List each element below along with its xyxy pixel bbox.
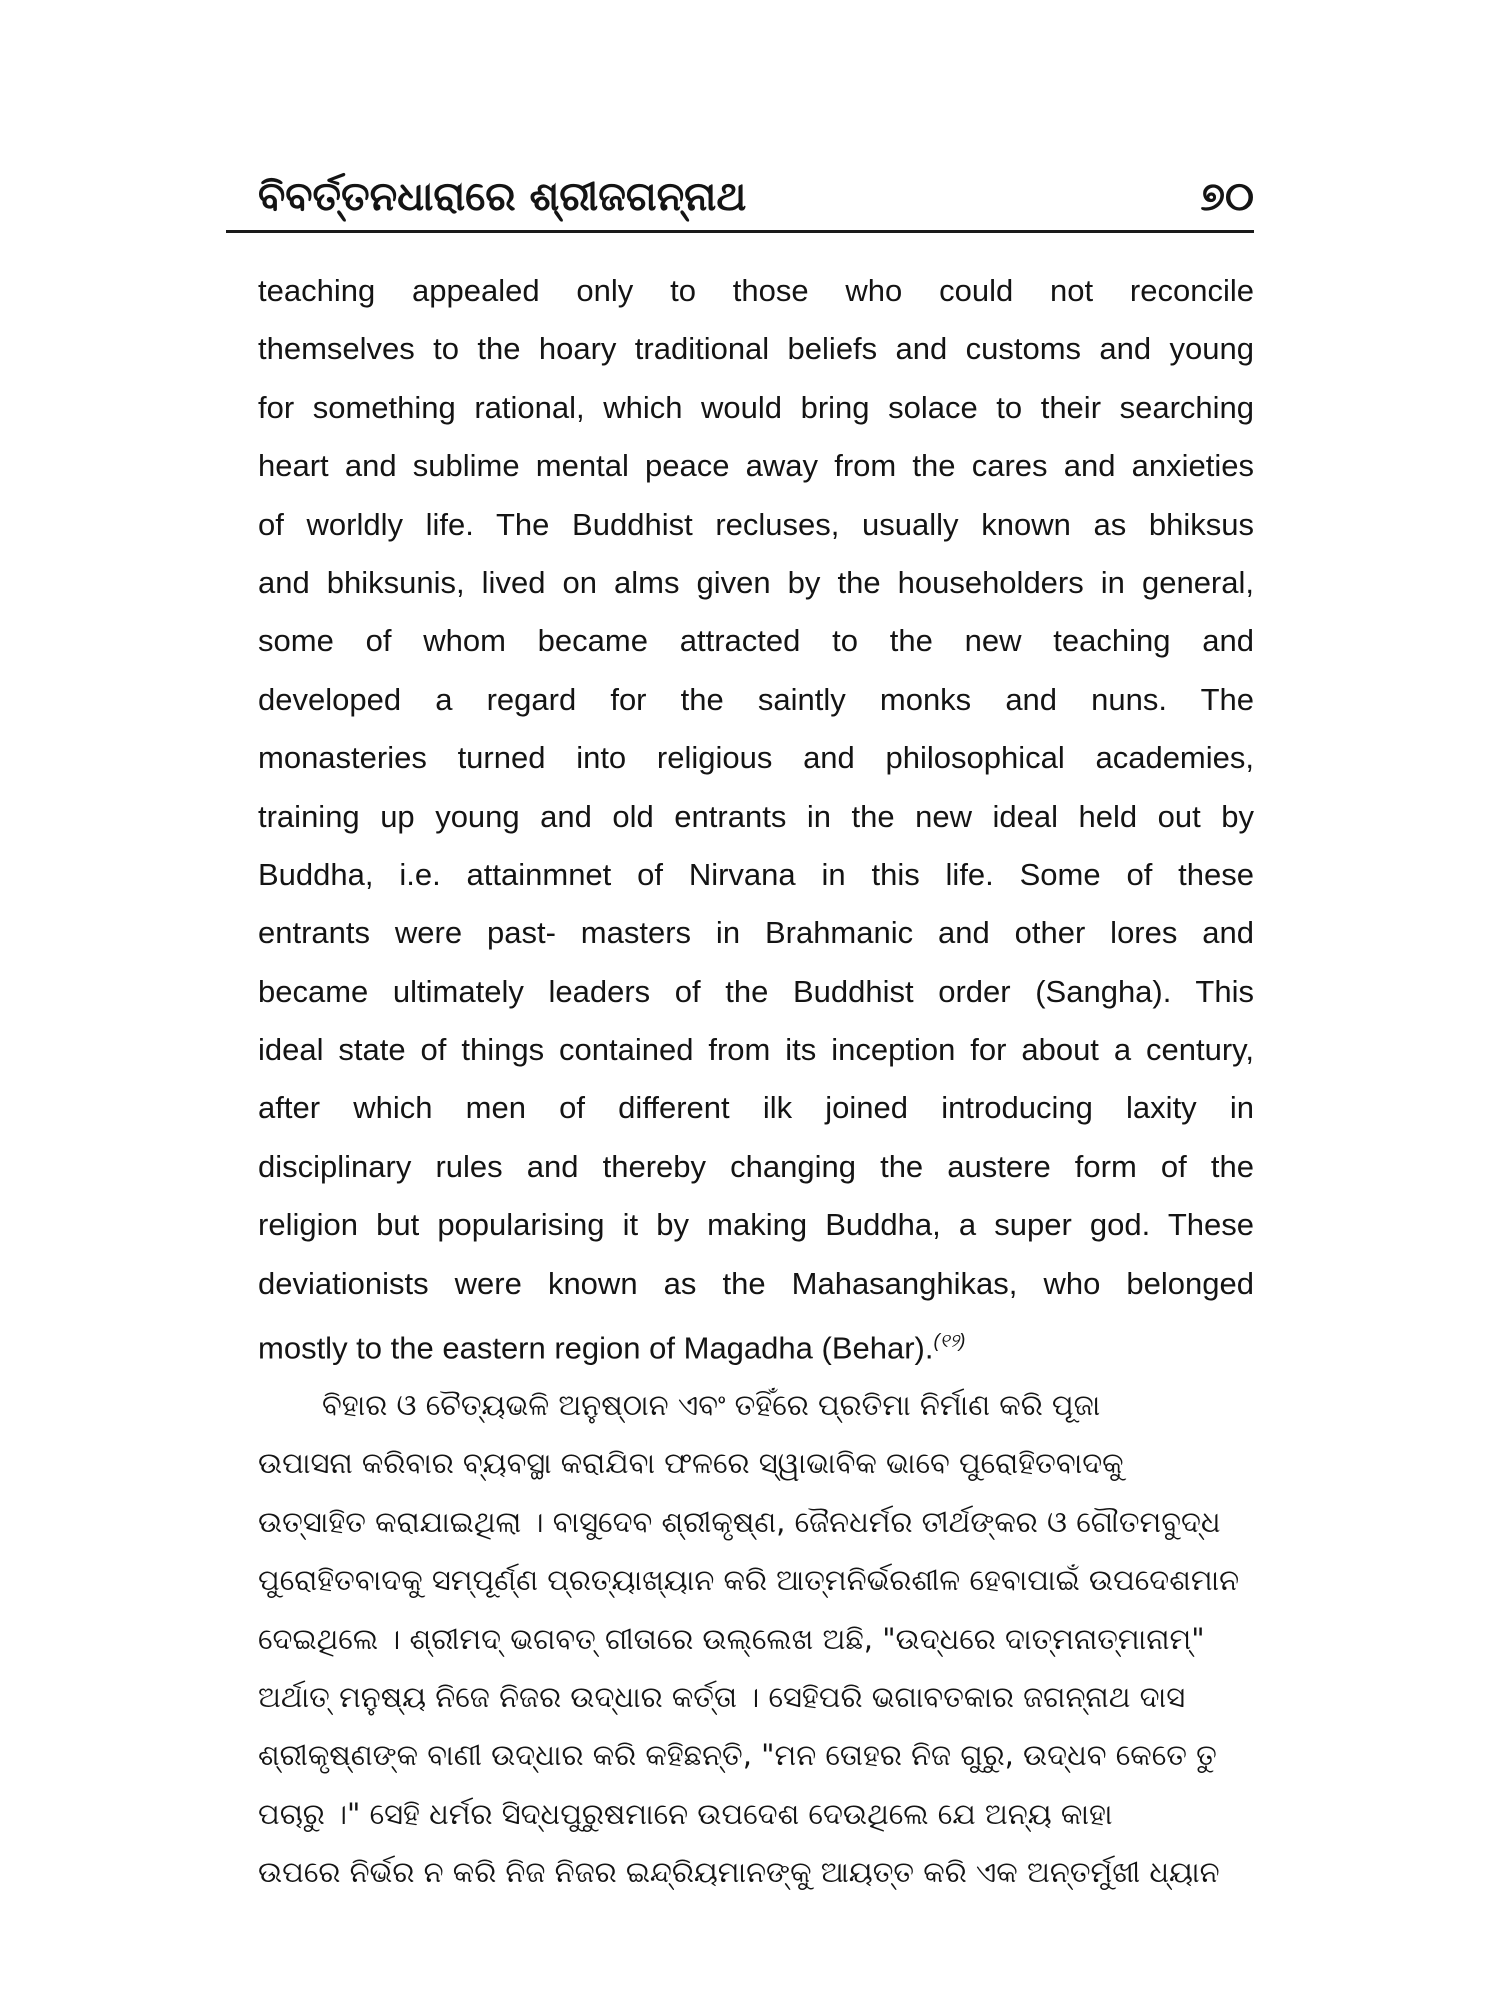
odia-text-line: ବିହାର ଓ ଚୈତ୍ୟଭଳି ଅନୁଷ୍ଠାନ ଏବଂ ତହିଁରେ ପ୍ରତିମା ନିର୍ମାଣ କରି ପୂଜା [322,1388,1101,1422]
footnote-reference: (୧୨) [933,1331,966,1353]
text-line: themselves to the hoary traditional beliefs and customs and young [258,331,1254,367]
odia-text-line: ଉତ୍ସାହିତ କରାଯାଇଥିଲା । ବାସୁଦେବ ଶ୍ରୀକୃଷ୍ଣ, ଜୈନଧର୍ମର ତୀର୍ଥଙ୍କର ଓ ଗୌତମବୁଦ୍ଧ [258,1504,1221,1539]
text-line-final [258,1313,1254,1371]
page-number: ୭୦ [1200,174,1254,220]
odia-text-line: ଉପାସନା କରିବାର ବ୍ୟବସ୍ଥା କରାଯିବା ଫଳରେ ସ୍ୱାଭାବିକ ଭାବେ ପୁରୋହିତବାଦକୁ [258,1446,1124,1481]
odia-paragraph [258,1376,1254,1902]
running-title: ବିବର୍ତ୍ତନଧାରାରେ ଶ୍ରୀଜଗନ୍ନାଥ [258,174,747,220]
text-line: disciplinary rules and thereby changing the austere form of the [258,1148,1254,1184]
odia-text-line: ଉପରେ ନିର୍ଭର ନ କରି ନିଜ ନିଜର ଇନ୍ଦ୍ରିୟମାନଙ୍କୁ ଆୟତ୍ତ କରି ଏକ ଅନ୍ତର୍ମୁଖୀ ଧ୍ୟାନ [258,1855,1220,1890]
text-line: deviationists were known as the Mahasanghikas, who belonged [258,1265,1254,1301]
text-line: of worldly life. The Buddhist recluses, usually known as bhiksus [258,506,1254,542]
text-line: religion but popularising it by making Buddha, a super god. These [258,1207,1254,1243]
text-line: entrants were past- masters in Brahmanic and other lores and [258,915,1254,951]
text-line: heart and sublime mental peace away from the cares and anxieties [258,448,1254,484]
page-header [258,168,1254,228]
text-line: some of whom became attracted to the new teaching and [258,623,1254,659]
text-line: ideal state of things contained from its inception for about a century, [258,1032,1254,1068]
text-line: developed a regard for the saintly monks and nuns. The [258,681,1254,717]
text-line: and bhiksunis, lived on alms given by the householders in general, [258,564,1254,600]
text-line: monasteries turned into religious and philosophical academies, [258,740,1254,776]
odia-text-line: ଅର୍ଥାତ୍ ମନୁଷ୍ୟ ନିଜେ ନିଜର ଉଦ୍ଧାର କର୍ତ୍ତା । ସେହିପରି ଭଗାବତକାର ଜଗନ୍ନାଥ ଦାସ [258,1679,1186,1714]
text-line: became ultimately leaders of the Buddhist order (Sangha). This [258,973,1254,1009]
english-paragraph [258,262,1254,1371]
text-line: Buddha, i.e. attainmnet of Nirvana in this life. Some of these [258,856,1254,892]
text-line: for something rational, which would bring solace to their searching [258,389,1254,425]
odia-text-line: ପୁରୋହିତବାଦକୁ ସମ୍ପୂର୍ଣ୍ଣ ପ୍ରତ୍ୟାଖ୍ୟାନ କରି ଆତ୍ମନିର୍ଭରଶୀଳ ହେବାପାଇଁ ଉପଦେଶମାନ [258,1563,1240,1598]
text-line: after which men of different ilk joined introducing laxity in [258,1090,1254,1126]
final-line-text: mostly to the eastern region of Magadha (Behar). [258,1330,934,1366]
header-divider [226,230,1254,233]
odia-text-line: ଶ୍ରୀକୃଷ୍ଣଙ୍କ ବାଣୀ ଉଦ୍ଧାର କରି କହିଛନ୍ତି, "ମନ ତୋହର ନିଜ ଗୁରୁ, ଉଦ୍ଧବ କେତେ ତୁ [258,1738,1217,1773]
odia-text-line: ପଚାରୁ ।" ସେହି ଧର୍ମର ସିଦ୍ଧପୁରୁଷମାନେ ଉପଦେଶ ଦେଉଥିଲେ ଯେ ଅନ୍ୟ କାହା [258,1796,1113,1831]
odia-text-line: ଦେଇଥିଲେ । ଶ୍ରୀମଦ୍ ଭଗବତ୍ ଗୀତାରେ ଉଲ୍ଲେଖ ଅଛି, "ଉଦ୍ଧରେ ଦାତ୍ମନାତ୍ମାନାମ୍" [258,1621,1205,1656]
text-line: training up young and old entrants in the new ideal held out by [258,798,1254,834]
text-line: teaching appealed only to those who could not reconcile [258,273,1254,308]
